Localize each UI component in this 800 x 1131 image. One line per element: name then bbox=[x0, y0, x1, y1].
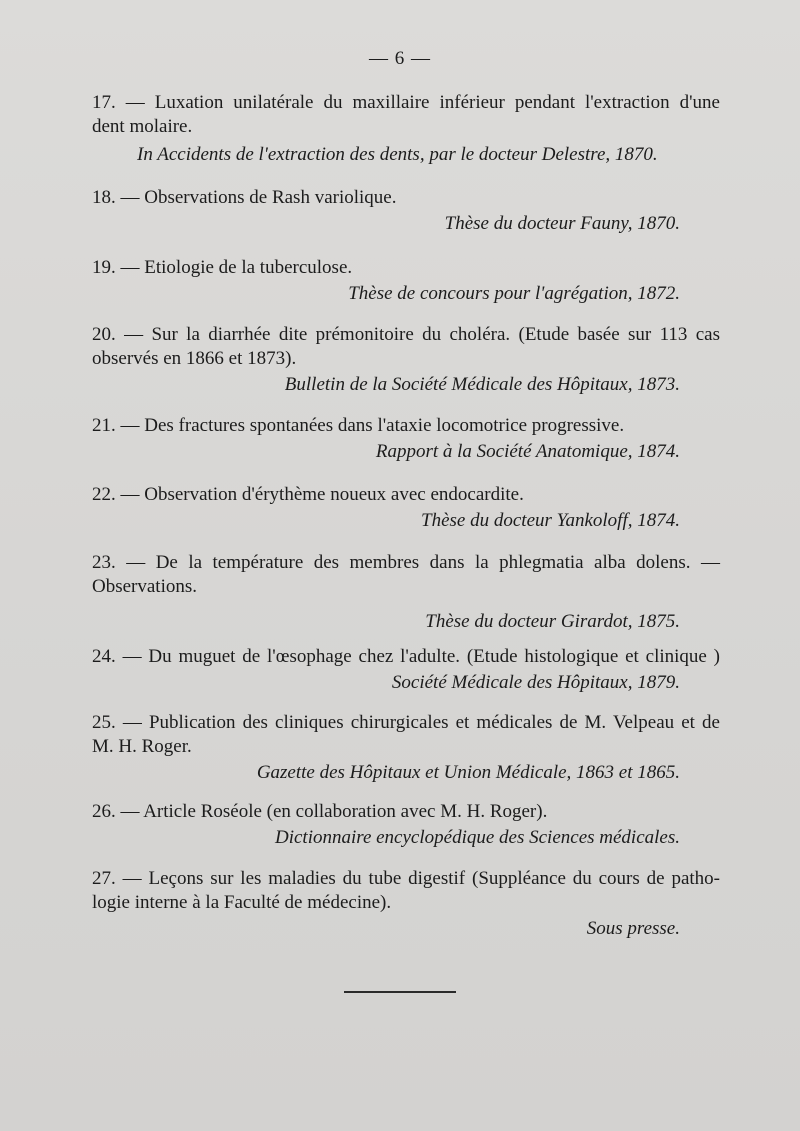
list-item bbox=[92, 186, 720, 236]
entry-citation: Sous presse. bbox=[586, 918, 680, 939]
entry-text: 23. — De la température des membres dans la phlegmatia alba dolens. — bbox=[92, 552, 720, 573]
entry-citation: Bulletin de la Société Médicale des Hôpitaux, 1873. bbox=[284, 374, 680, 395]
list-item bbox=[92, 800, 720, 850]
entry-text: 18. — Observations de Rash variolique. bbox=[92, 187, 397, 208]
list-item bbox=[92, 256, 720, 306]
entry-citation: Thèse du docteur Yankoloff, 1874. bbox=[421, 510, 680, 531]
list-item bbox=[92, 645, 720, 695]
entry-citation: Thèse du docteur Fauny, 1870. bbox=[444, 213, 680, 234]
entry-citation: Gazette des Hôpitaux et Union Médicale, 1863 et 1865. bbox=[256, 762, 680, 783]
entry-citation: Thèse du docteur Girardot, 1875. bbox=[425, 611, 680, 632]
entry-text-continued: M. H. Roger. bbox=[92, 736, 192, 757]
entry-text-continued: logie interne à la Faculté de médecine). bbox=[92, 892, 392, 913]
list-item bbox=[92, 711, 720, 785]
list-item bbox=[92, 323, 720, 397]
entry-text: 27. — Leçons sur les maladies du tube digestif (Suppléance du cours de patho- bbox=[92, 868, 720, 889]
entry-text: 17. — Luxation unilatérale du maxillaire inférieur pendant l'extraction d'une bbox=[92, 92, 720, 113]
entry-text: 20. — Sur la diarrhée dite prémonitoire du choléra. (Etude basée sur 113 cas bbox=[92, 324, 720, 345]
entry-text-continued: Observations. bbox=[92, 576, 198, 597]
list-item bbox=[92, 91, 720, 167]
list-item bbox=[92, 483, 720, 533]
entry-text-continued: dent molaire. bbox=[92, 116, 193, 137]
closing-rule bbox=[344, 991, 456, 993]
entry-text: 21. — Des fractures spontanées dans l'ataxie locomotrice progressive. bbox=[92, 415, 625, 436]
entry-text: 22. — Observation d'érythème noueux avec endocardite. bbox=[92, 484, 524, 505]
entry-text: 25. — Publication des cliniques chirurgicales et médicales de M. Velpeau et de bbox=[92, 712, 720, 733]
entry-citation: Société Médicale des Hôpitaux, 1879. bbox=[391, 672, 680, 693]
list-item bbox=[92, 551, 720, 634]
list-item bbox=[92, 867, 720, 941]
entry-text-continued: observés en 1866 et 1873). bbox=[92, 348, 297, 369]
entry-text: 26. — Article Roséole (en collaboration avec M. H. Roger). bbox=[92, 801, 548, 822]
page-number: — 6 — bbox=[369, 48, 431, 69]
entry-citation: Thèse de concours pour l'agrégation, 1872. bbox=[348, 283, 680, 304]
entry-text: 19. — Etiologie de la tuberculose. bbox=[92, 257, 353, 278]
entry-citation: Rapport à la Société Anatomique, 1874. bbox=[375, 441, 680, 462]
entry-citation: Dictionnaire encyclopédique des Sciences médicales. bbox=[274, 827, 680, 848]
list-item bbox=[92, 414, 720, 464]
entry-text: 24. — Du muguet de l'œsophage chez l'adulte. (Etude histologique et clinique ) bbox=[92, 646, 720, 667]
entry-citation: In Accidents de l'extraction des dents, par le docteur Delestre, 1870. bbox=[137, 144, 658, 165]
